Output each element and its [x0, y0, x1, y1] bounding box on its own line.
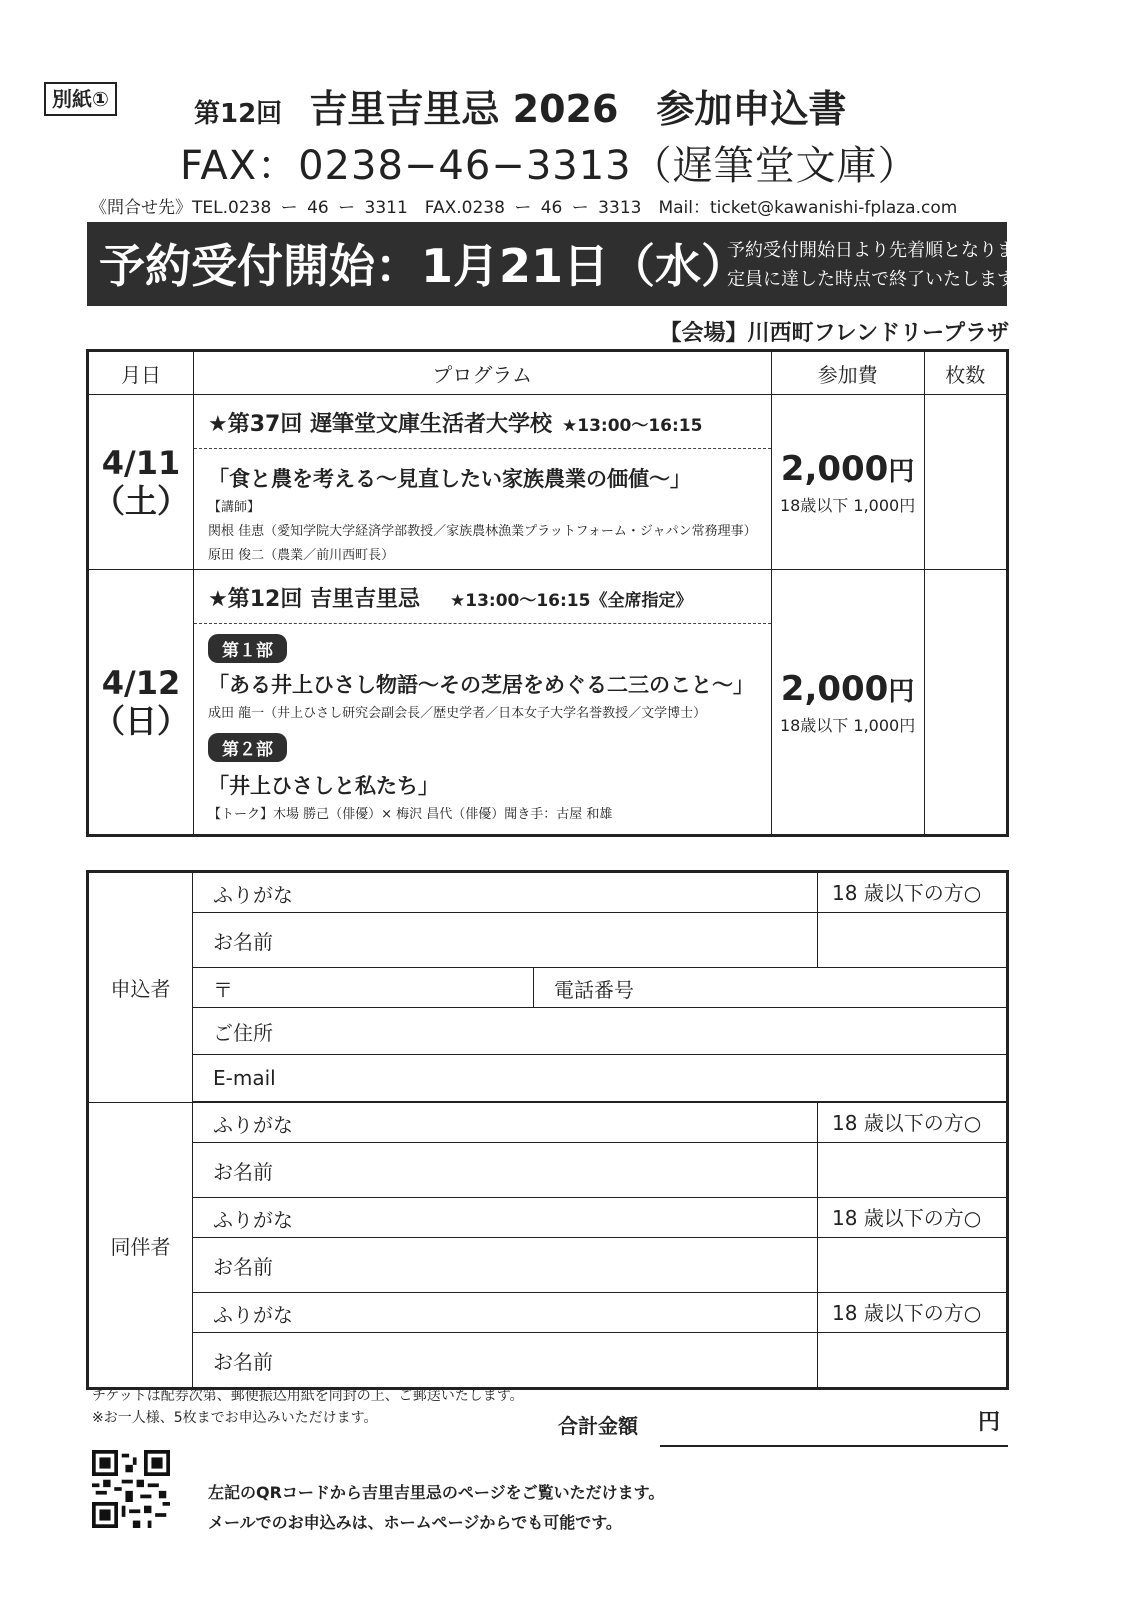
program-time: ★13:00〜16:15 — [562, 416, 703, 436]
speaker: 原田 俊二（農業／前川西町長） — [208, 548, 395, 563]
lecture-title: 「ある井上ひさし物語〜その芝居をめぐる二三のこと〜」 — [208, 673, 754, 697]
email-field[interactable]: E-mail — [193, 1055, 1008, 1102]
under18-check[interactable]: 18 歳以下の方○ — [818, 872, 1008, 913]
lecturer-role: 【講師】 — [208, 500, 261, 515]
name-field[interactable]: お名前 — [193, 1238, 818, 1293]
furigana-field[interactable]: ふりがな — [193, 1293, 818, 1333]
address-field[interactable]: ご住所 — [193, 1008, 1008, 1055]
under18-box[interactable] — [818, 1238, 1008, 1293]
fee-unit: 円 — [888, 456, 915, 487]
header-program: プログラム — [194, 351, 772, 395]
name-field[interactable]: お名前 — [193, 1143, 818, 1198]
program-table — [86, 349, 1009, 837]
event-program — [194, 570, 772, 836]
under18-box[interactable] — [818, 1333, 1008, 1389]
companion-label: 同伴者 — [88, 1103, 193, 1389]
edition-label: 第12回 — [194, 99, 283, 129]
fee-value: 2,000 — [780, 668, 889, 709]
name-field[interactable]: お名前 — [193, 1333, 818, 1389]
fee-amount — [772, 669, 924, 709]
event-fee — [771, 395, 924, 570]
yen-unit: 円 — [978, 1410, 1001, 1435]
name-field[interactable]: お名前 — [193, 913, 818, 968]
program-title — [194, 570, 771, 624]
fee-youth: 18歳以下 1,000円 — [779, 495, 916, 515]
fee-youth: 18歳以下 1,000円 — [779, 715, 916, 735]
under18-check[interactable]: 18 歳以下の方○ — [818, 1198, 1008, 1238]
furigana-field[interactable]: ふりがな — [193, 1198, 818, 1238]
contact-info: 《問合せ先》TEL.0238 ー 46 ー 3311 FAX.0238 ー 46 ー 3313 Mail：ticket@kawanishi-fplaza.com — [90, 198, 958, 218]
lecture-title: 「井上ひさしと私たち」 — [208, 774, 439, 798]
speaker: 関根 佳恵（愛知学院大学経済学部教授／家族農林漁業プラットフォーム・ジャパン常務理事） — [208, 524, 757, 539]
header-fee: 参加費 — [771, 351, 924, 395]
fee-value: 2,000 — [780, 448, 889, 489]
part-label: 第２部 — [208, 733, 287, 762]
banner-note-1: 予約受付開始日より先着順となります。 — [727, 240, 1050, 261]
venue: 【会場】川西町フレンドリープラザ — [659, 321, 1009, 346]
attachment-badge: 別紙① — [44, 82, 117, 116]
total-label: 合計金額 — [558, 1414, 638, 1438]
applicant-label: 申込者 — [88, 872, 193, 1103]
postal-field[interactable]: 〒 — [193, 968, 534, 1008]
part-label: 第１部 — [208, 634, 287, 663]
fee-amount — [772, 449, 924, 489]
program-name: ★第12回 吉里吉里忌 — [208, 587, 420, 612]
header-count: 枚数 — [924, 351, 1007, 395]
program-name: ★第37回 遅筆堂文庫生活者大学校 — [208, 412, 552, 437]
ticket-notes — [92, 1385, 524, 1429]
under18-box[interactable] — [818, 913, 1008, 968]
program-time: ★13:00〜16:15《全席指定》 — [450, 591, 693, 611]
qr-description — [208, 1478, 664, 1538]
program-title — [194, 395, 771, 449]
qr-text-line: 左記のQRコードから吉里吉里忌のページをご覧いただけます。 — [208, 1483, 665, 1502]
day-text: （土） — [92, 482, 189, 520]
page-title — [180, 78, 846, 133]
date-text: 4/11 — [101, 444, 181, 482]
reservation-start: 予約受付開始：1月21日（水） — [99, 239, 748, 293]
total-amount-field[interactable] — [660, 1445, 1008, 1447]
event-fee — [771, 570, 924, 836]
speaker: 【トーク】木場 勝己（俳優）× 梅沢 昌代（俳優）聞き手：古屋 和雄 — [208, 807, 613, 822]
ticket-count-input[interactable] — [924, 395, 1007, 570]
header-date: 月日 — [88, 351, 194, 395]
under18-check[interactable]: 18 歳以下の方○ — [818, 1293, 1008, 1333]
qr-text-line: メールでのお申込みは、ホームページからでも可能です。 — [208, 1513, 622, 1532]
date-text: 4/12 — [101, 664, 181, 702]
ticket-count-input[interactable] — [924, 570, 1007, 836]
event-program — [194, 395, 772, 570]
day-text: （日） — [92, 702, 189, 740]
phone-field[interactable]: 電話番号 — [534, 968, 1008, 1008]
under18-check[interactable]: 18 歳以下の方○ — [818, 1103, 1008, 1143]
event-date — [88, 395, 194, 570]
under18-box[interactable] — [818, 1143, 1008, 1198]
title-text: 吉里吉里忌 2026 参加申込書 — [309, 87, 847, 131]
note-line: チケットは配券次第、郵便振込用紙を同封の上、ご郵送いたします。 — [92, 1388, 524, 1404]
reservation-banner — [87, 222, 1050, 306]
speaker: 成田 龍一（井上ひさし研究会副会長／歴史学者／日本女子大学名誉教授／文学博士） — [208, 706, 707, 721]
application-form — [86, 870, 1009, 1390]
furigana-field[interactable]: ふりがな — [193, 1103, 818, 1143]
furigana-field[interactable]: ふりがな — [193, 872, 818, 913]
note-line: ※お一人様、5枚までお申込みいただけます。 — [92, 1410, 378, 1426]
qr-code-icon — [92, 1450, 170, 1528]
fee-unit: 円 — [888, 676, 915, 707]
lecture-title: 「食と農を考える〜見直したい家族農業の価値〜」 — [208, 467, 691, 491]
reservation-notes — [727, 236, 1050, 294]
banner-note-2: 定員に達した時点で終了いたします。 — [727, 269, 1032, 290]
event-date — [88, 570, 194, 836]
fax-number: FAX：0238−46−3313（遅筆堂文庫） — [180, 143, 919, 189]
